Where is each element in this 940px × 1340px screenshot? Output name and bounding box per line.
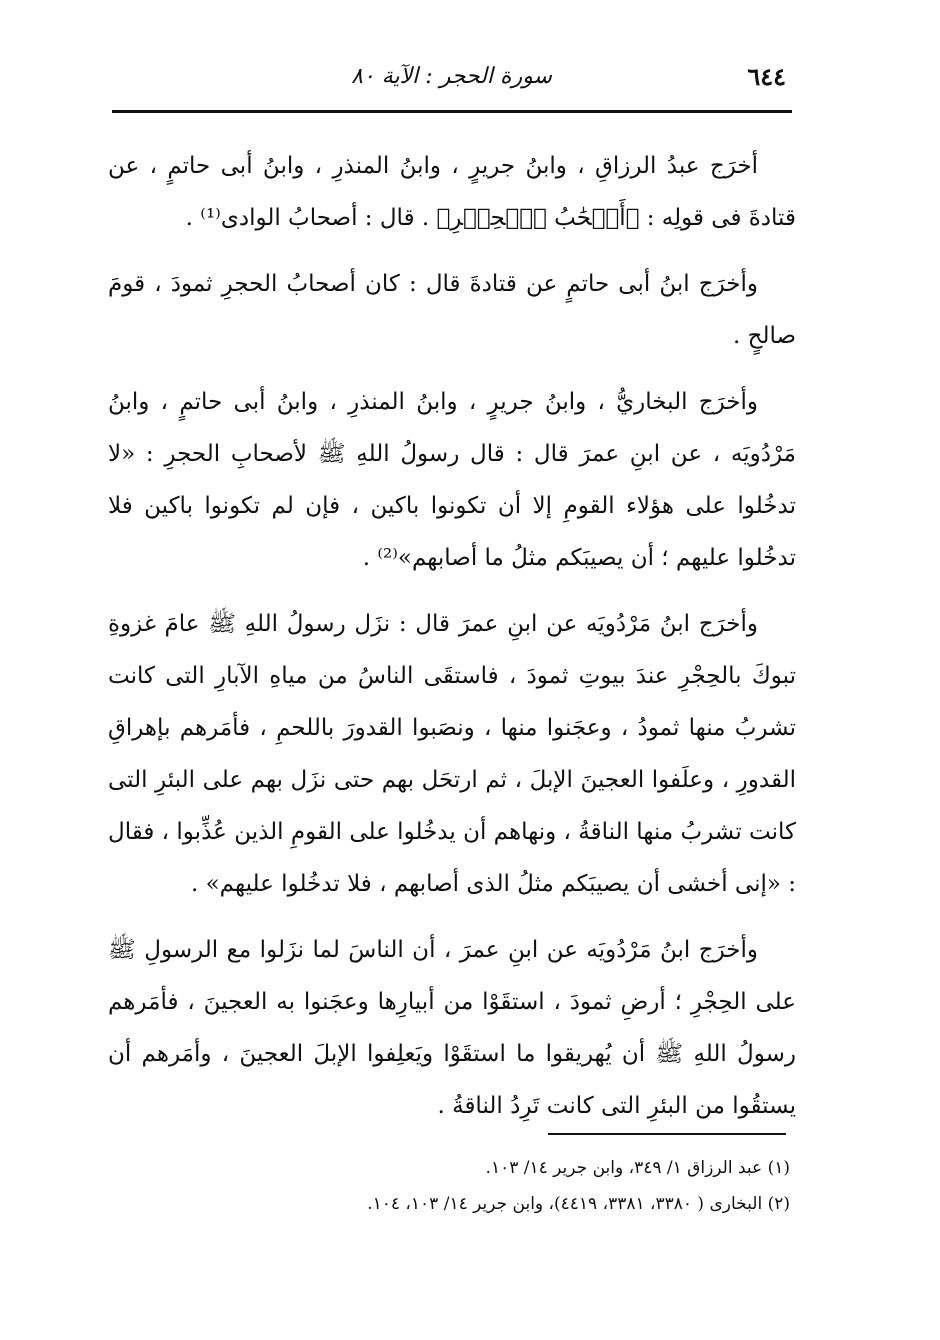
paragraph-3: وأخرَج البخاريُّ ، وابنُ جريرٍ ، وابنُ المنذرِ ، وابنُ أبى حاتمٍ ، وابنُ مَرْدُويَه ، عن ابنِ عمرَ قال : قال رسولُ اللهِ ﷺ لأصحابِ الحجرِ : «لا تدخُلوا على هؤلاء القومِ إلا أن تكونوا باكين ، فإن لم تكونوا باكين فلا تدخُلوا عليهم ؛ أن يصيبَكم مثلُ ما أصابهم»⁽²⁾ .	[108, 389, 796, 571]
running-title: سورة الحجر : الآية ٨٠	[351, 64, 552, 89]
page-number: ٦٤٤	[747, 62, 786, 91]
footnotes	[200, 1150, 790, 1222]
paragraph-4: وأخرَج ابنُ مَرْدُويَه عن ابنِ عمرَ قال : نزَل رسولُ اللهِ ﷺ عامَ غزوةِ تبوكَ بالحِجْرِ عندَ بيوتِ ثمودَ ، فاستقَى الناسُ من مياهِ الآبارِ التى كانت تشربُ منها ثمودُ ، وعجَنوا منها ، ونصَبوا القدورَ باللحمِ ، فأمَرهم بإهراقِ القدورِ ، وعلَفوا العجينَ الإبلَ ، ثم ارتحَل بهم حتى نزَل بهم على البئرِ التى كانت تشربُ منها الناقةُ ، ونهاهم أن يدخُلوا على القومِ الذين عُذِّبوا ، فقال : «إنى أخشى أن يصيبَكم مثلُ الذى أصابهم ، فلا تدخُلوا عليهم» .	[108, 611, 796, 897]
footnote-2: (٢) البخارى ( ٣٣٨٠، ٣٣٨١، ٤٤١٩)، وابن جرير ١٤/ ١٠٣، ١٠٤.	[367, 1194, 790, 1214]
paragraph-5: وأخرَج ابنُ مَرْدُويَه عن ابنِ عمرَ ، أن الناسَ لما نزَلوا مع الرسولِ ﷺ على الحِجْرِ ؛ أرضِ ثمودَ ، استقَوْا من أبيارِها وعجَنوا به العجينَ ، فأمَرهم رسولُ اللهِ ﷺ أن يُهريقوا ما استقَوْا ويَعلِفوا الإبلَ العجينَ ، وأمَرهم أن يستقُوا من البئرِ التى كانت تَرِدُ الناقةُ .	[108, 937, 796, 1119]
footnote-1: (١) عبد الرزاق ١/ ٣٤٩، وابن جرير ١٤/ ١٠٣.	[485, 1158, 790, 1178]
page-header	[112, 58, 792, 102]
paragraph-1: أخرَج عبدُ الرزاقِ ، وابنُ جريرٍ ، وابنُ المنذرِ ، وابنُ أبى حاتمٍ ، عن قتادةَ فى قولِه : ﴿أَصۡحَٰبُ ٱلۡحِجۡرِ﴾ . قال : أصحابُ الوادى⁽¹⁾ .	[108, 153, 796, 231]
main-text	[108, 140, 796, 1146]
footnote-divider	[548, 1133, 786, 1135]
paragraph-2: وأخرَج ابنُ أبى حاتمٍ عن قتادةَ قال : كان أصحابُ الحجرِ ثمودَ ، قومَ صالحٍ .	[108, 271, 796, 349]
header-divider	[112, 110, 792, 113]
